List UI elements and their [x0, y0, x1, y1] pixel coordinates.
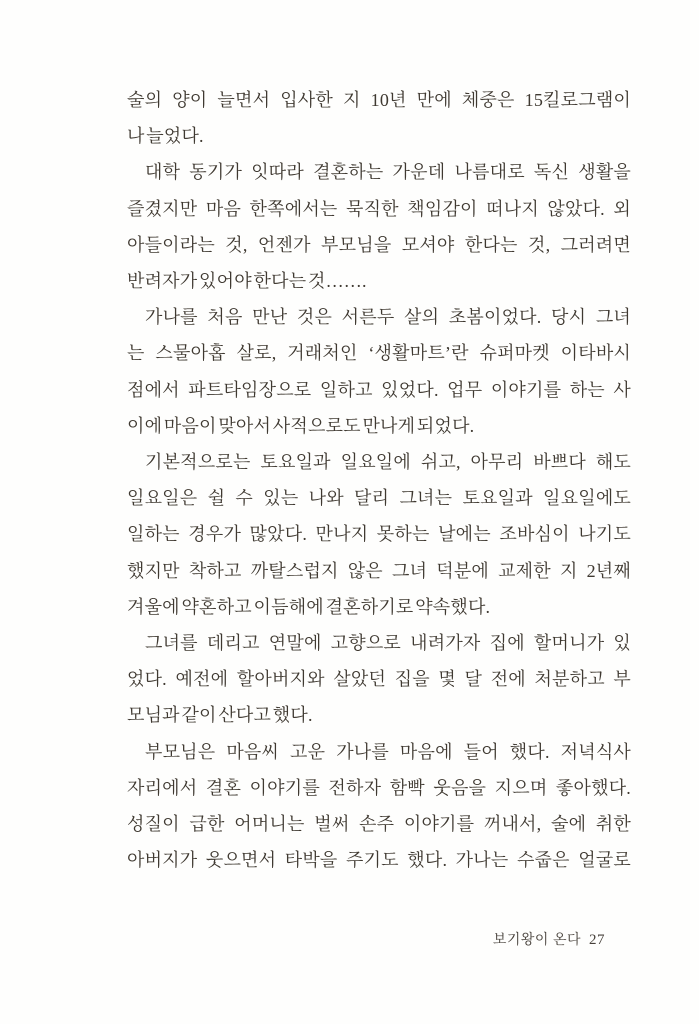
text-line: 부모님은 마음씨 고운 가나를 마음에 들어 했다. 저녁식사 — [145, 741, 631, 762]
text-line: 겨울에 약혼하고 이듬해에 결혼하기로 약속했다. — [127, 596, 491, 617]
page-footer — [493, 929, 605, 949]
text-line: 었다. 예전에 할아버지와 살았던 집을 몇 달 전에 처분하고 부 — [127, 669, 631, 690]
text-line: 아버지가 웃으면서 타박을 주기도 했다. 가나는 수줍은 얼굴로 — [127, 850, 631, 871]
text-line: 점에서 파트타임장으로 일하고 있었다. 업무 이야기를 하는 사 — [127, 379, 631, 400]
text-line: 그녀를 데리고 연말에 고향으로 내려가자 집에 할머니가 있 — [145, 633, 631, 654]
body-text — [127, 82, 631, 878]
text-line: 자리에서 결혼 이야기를 전하자 함빡 웃음을 지으며 좋아했다. — [127, 777, 631, 798]
text-line: 즐겼지만 마음 한쪽에서는 묵직한 책임감이 떠나지 않았다. 외 — [127, 198, 631, 219]
text-line: 일요일은 쉴 수 있는 나와 달리 그녀는 토요일과 일요일에도 — [127, 488, 631, 509]
text-line: 성질이 급한 어머니는 벌써 손주 이야기를 꺼내서, 술에 취한 — [127, 814, 631, 835]
text-line: 는 스물아홉 살로, 거래처인 ‘생활마트’란 슈퍼마켓 이타바시 — [127, 343, 631, 364]
text-line: 대학 동기가 잇따라 결혼하는 가운데 나름대로 독신 생활을 — [145, 162, 631, 183]
text-line: 했지만 착하고 까탈스럽지 않은 그녀 덕분에 교제한 지 2년째 — [127, 560, 631, 581]
text-line: 모님과 같이 산다고 했다. — [127, 705, 313, 726]
page-number: 27 — [589, 932, 605, 948]
text-line: 기본적으로는 토요일과 일요일에 쉬고, 아무리 바쁘다 해도 — [145, 452, 631, 473]
text-line: 아들이라는 것, 언젠가 부모님을 모셔야 한다는 것, 그러려면 — [127, 234, 631, 255]
running-title: 보기왕이 온다 — [492, 933, 581, 948]
text-line: 나 늘었다. — [127, 126, 204, 147]
text-line: 이에 마음이 맞아서 사적으로도 만나게 되었다. — [127, 415, 475, 436]
text-line: 술의 양이 늘면서 입사한 지 10년 만에 체중은 15킬로그램이 — [127, 90, 631, 110]
text-line: 가나를 처음 만난 것은 서른두 살의 초봄이었다. 당시 그녀 — [145, 307, 631, 328]
text-line: 반려자가 있어야 한다는 것……. — [127, 271, 367, 292]
text-line: 일하는 경우가 많았다. 만나지 못하는 날에는 조바심이 나기도 — [127, 524, 631, 545]
